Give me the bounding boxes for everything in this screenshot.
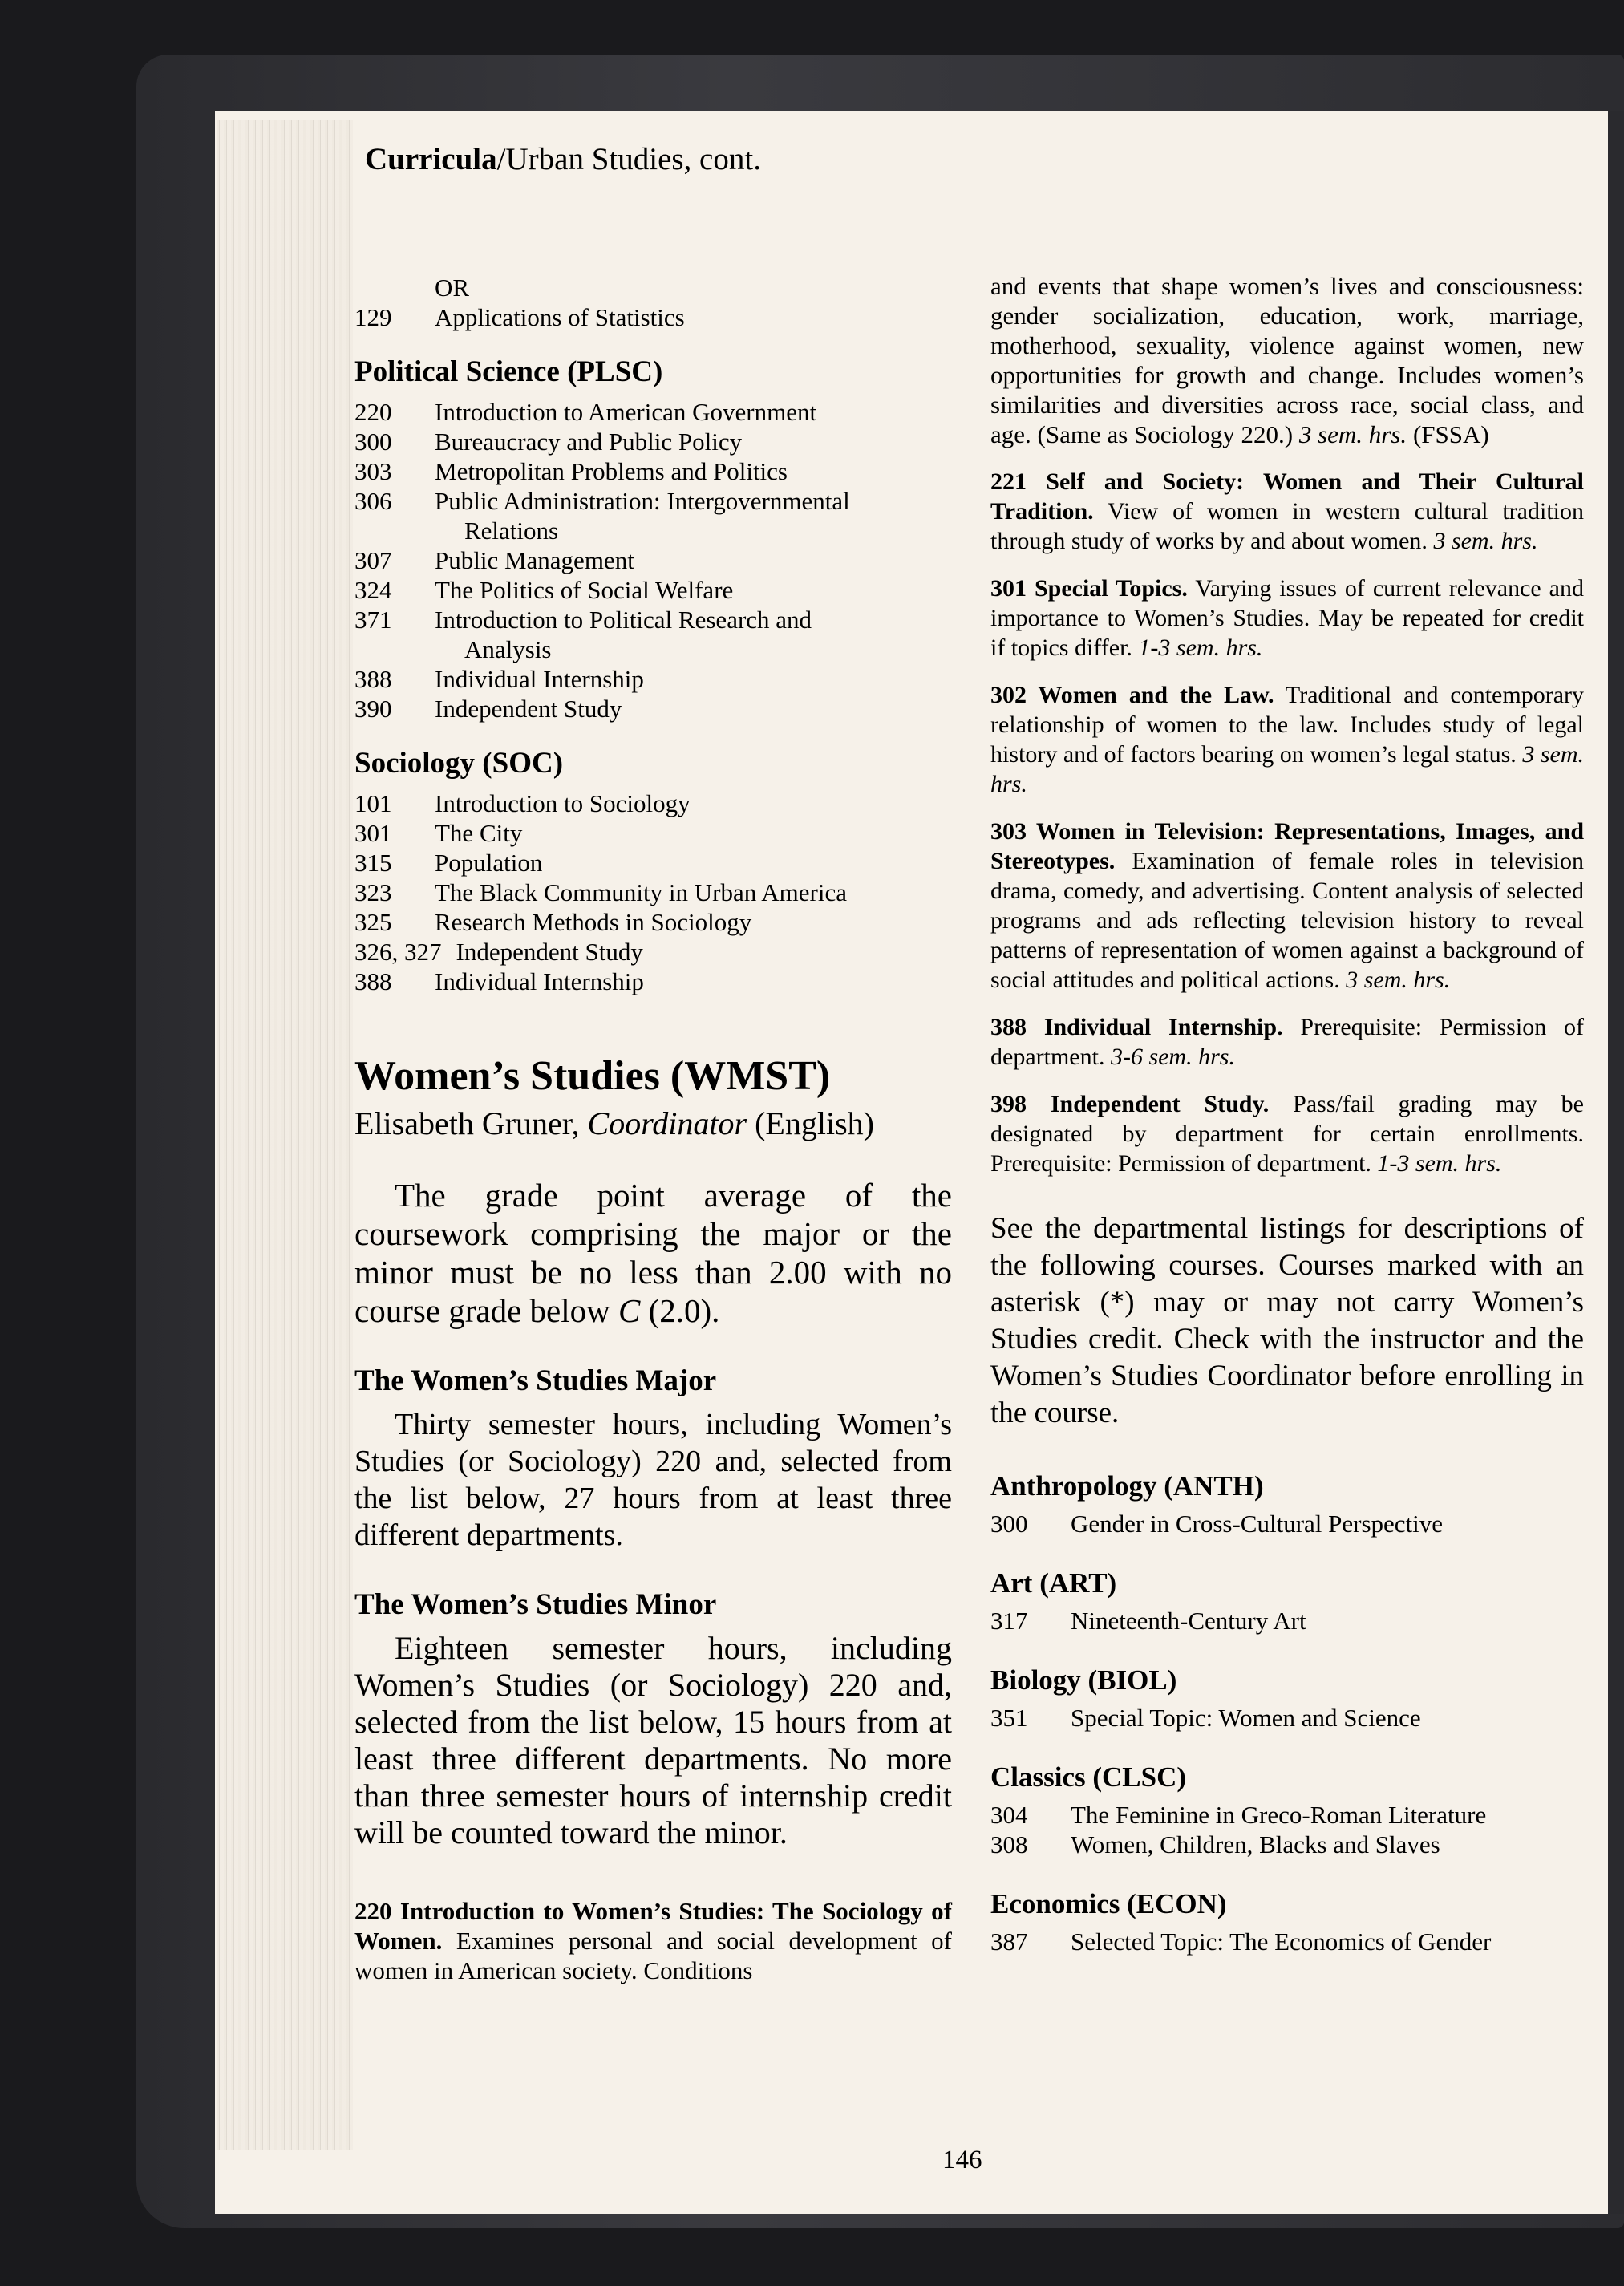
soc-list (354, 788, 952, 996)
list-item: 371 Introduction to Political Research and Analysis (354, 606, 812, 663)
list-item: 220 Introduction to American Government (354, 398, 817, 426)
running-header: Curricula/Urban Studies, cont. (365, 142, 761, 176)
list-item: OR (435, 274, 470, 302)
list-item: 307 Public Management (354, 546, 634, 574)
left-column (354, 273, 952, 1985)
page-edges (217, 120, 353, 2150)
coordinator-line: Elisabeth Gruner, Coordinator (English) (354, 1105, 874, 1141)
dept-classics (990, 1761, 1584, 1859)
dept-course-list (990, 1800, 1584, 1859)
list-item: 304 The Feminine in Greco-Roman Literature (990, 1801, 1487, 1829)
list-item: 387 Selected Topic: The Economics of Gender (990, 1927, 1492, 1956)
list-item: 300 Bureaucracy and Public Policy (354, 428, 743, 456)
list-item: 317 Nineteenth-Century Art (990, 1607, 1306, 1635)
plsc-heading: Political Science (PLSC) (354, 355, 663, 388)
minor-text: Eighteen semester hours, including Women’s Studies (or Sociology) 220 and, selected from the list below, 15 hours from at least three different departments. No more than three semester hours of internship credit will be counted toward the minor. (354, 1630, 952, 1850)
list-item: 303 Metropolitan Problems and Politics (354, 457, 788, 485)
dept-heading: Art (ART) (990, 1567, 1117, 1599)
gpa-paragraph: The grade point average of the coursework comprising the major or the minor must be no less than 2.00 with no course grade below C (2.0). (354, 1177, 952, 1329)
list-item: 326, 327 Independent Study (354, 938, 643, 966)
course-398-description: 398 Independent Study. Pass/fail grading may be designated by department for certain enrollments. Prerequisite: Permission of department. 1-3 sem. hrs. (990, 1091, 1584, 1177)
dept-anthropology (990, 1470, 1584, 1538)
list-item: 388 Individual Internship (354, 967, 644, 995)
list-item: 388 Individual Internship (354, 665, 644, 693)
list-item: 308 Women, Children, Blacks and Slaves (990, 1830, 1440, 1858)
course-220-description: 220 Introduction to Women’s Studies: The Sociology of Women. Examines personal and social development of women in American society. Conditions (354, 1897, 952, 1984)
list-item: 324 The Politics of Social Welfare (354, 576, 734, 604)
list-item: 300 Gender in Cross-Cultural Perspective (990, 1510, 1444, 1538)
right-column (990, 271, 1584, 1956)
list-item: 390 Independent Study (354, 695, 622, 723)
soc-heading: Sociology (SOC) (354, 747, 564, 780)
dept-heading: Anthropology (ANTH) (990, 1470, 1264, 1502)
see-listings-paragraph: See the departmental listings for descriptions of the following courses. Courses marked with an asterisk (*) may or may not carry Women’s Studies credit. Check with the instructor and the Women’s Studies Coordinator before enrolling in the course. (990, 1212, 1584, 1429)
statistics-list (354, 273, 952, 332)
dept-course-list (990, 1703, 1584, 1733)
page-number: 146 (942, 2146, 982, 2175)
course-302-description: 302 Women and the Law. Traditional and contemporary relationship of women to the law. Includes study of legal history and of factors bearing on women’s legal status. 3 sem. hrs. (990, 682, 1584, 797)
dept-biology (990, 1664, 1584, 1733)
dept-heading: Biology (BIOL) (990, 1664, 1177, 1696)
dept-art (990, 1567, 1584, 1635)
minor-heading: The Women’s Studies Minor (354, 1588, 717, 1621)
dept-course-list (990, 1606, 1584, 1635)
course-388-description: 388 Individual Internship. Prerequisite: Permission of department. 3-6 sem. hrs. (990, 1014, 1584, 1070)
list-item: 301 The City (354, 819, 523, 847)
list-item: 325 Research Methods in Sociology (354, 908, 752, 936)
dept-economics (990, 1888, 1584, 1956)
course-303-description: 303 Women in Television: Representations, Images, and Stereotypes. Examination of female roles in television drama, comedy, and advertising. Content analysis of selected programs and ads reflecting television history to reveal patterns of representation of women against a background of social attitudes and political actions. 3 sem. hrs. (990, 818, 1584, 993)
plsc-list (354, 397, 952, 723)
dept-course-list (990, 1927, 1584, 1956)
list-item: 315 Population (354, 849, 543, 877)
list-item: 129 Applications of Statistics (354, 303, 685, 331)
binder-edge (1608, 111, 1624, 2214)
list-item: 101 Introduction to Sociology (354, 789, 691, 817)
major-heading: The Women’s Studies Major (354, 1364, 717, 1397)
dept-course-list (990, 1509, 1584, 1538)
course-220-continued: and events that shape women’s lives and consciousness: gender socialization, education, work, marriage, motherhood, sexuality, violence against women, new opportunities for growth and change. Includes women’s similarities and diversities across race, social class, and age. (Same as Sociology 220.) 3 sem. hrs. (FSSA) (990, 272, 1584, 448)
list-item: 351 Special Topic: Women and Science (990, 1704, 1421, 1732)
course-301-description: 301 Special Topics. Varying issues of current relevance and importance to Women’s Studies. May be repeated for credit if topics differ. 1-3 sem. hrs. (990, 575, 1584, 661)
dept-heading: Economics (ECON) (990, 1888, 1227, 1919)
list-item: 323 The Black Community in Urban America (354, 878, 847, 906)
list-item: 306 Public Administration: Intergovernmental Relations (354, 487, 850, 545)
dept-heading: Classics (CLSC) (990, 1761, 1187, 1793)
major-text: Thirty semester hours, including Women’s Studies (or Sociology) 220 and, selected from the list below, 27 hours from at least three different departments. (354, 1408, 952, 1552)
course-221-description: 221 Self and Society: Women and Their Cultural Tradition. View of women in western cultural tradition through study of works by and about women. 3 sem. hrs. (990, 468, 1584, 554)
wmst-title: Women’s Studies (WMST) (354, 1053, 831, 1099)
